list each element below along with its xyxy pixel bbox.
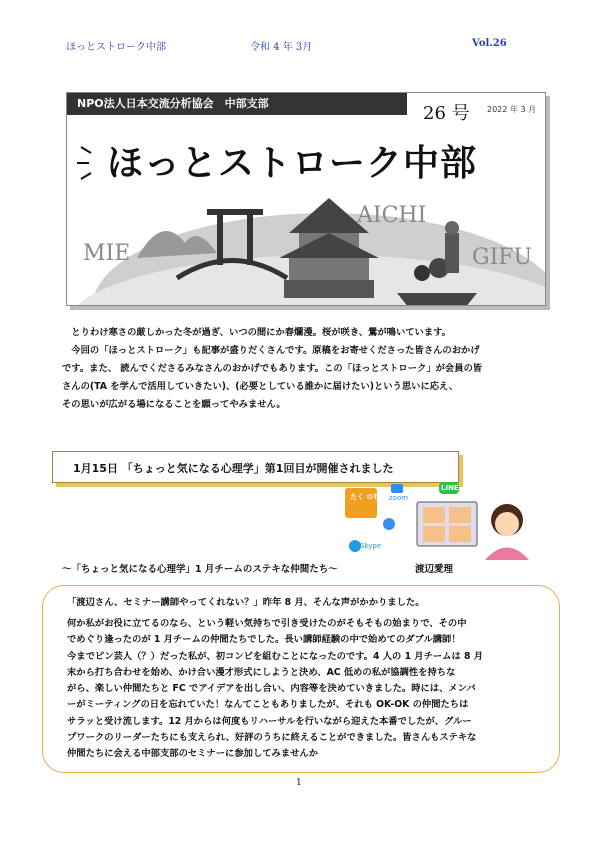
intro-line-2: 今回の「ほっとストローク」も記事が盛りだくさんです。原稿をお寄せくださった皆さんのおかげ: [62, 345, 480, 356]
skype-label: Skype: [360, 542, 382, 550]
organization-bar: NPO法人日本交流分析協会 中部支部: [67, 93, 407, 115]
body-line: でめぐり逢ったのが 1 月チームの仲間たちでした。長い講師経験の中で始めてのダブル講師！: [67, 634, 461, 646]
body-line: 仲間たちに会える中部支部のセミナーに参加してみませんか: [67, 748, 319, 760]
masthead-illustration: [67, 93, 545, 305]
body-line: がら、楽しい仲間たちと FC でアイデアを出し合い、内容等を決めていきました。時には、メンバ: [67, 683, 476, 695]
section-heading-box: [52, 451, 459, 483]
place-label-gifu: GIFU: [472, 245, 533, 270]
article-subtitle: ～「ちょっと気になる心理学」1 月チームのステキな仲間たち～: [62, 564, 338, 575]
body-line: プワークのリーダーたちにも支えられ、好評のうちに終えることができました。皆さんもステキな: [67, 732, 477, 744]
article-author: 渡辺愛理: [415, 564, 454, 575]
article-quote: 「渡辺さん、セミナー講師やってくれない？」昨年 8 月、そんな声がかかりました。: [67, 597, 425, 608]
article-body: [67, 616, 537, 763]
newsletter-name: ほっとストローク中部: [66, 42, 166, 53]
intro-line-3: です。また、 読んでくださるみなさんのおかげでもあります。この「ほっとストローク」が会員の皆: [62, 363, 483, 374]
section-title: 1月15日 「ちょっと気になる心理学」第1回目が開催されました: [73, 462, 394, 475]
issue-number: 26 号: [423, 103, 470, 124]
intro-line-1: とりわけ寒さの厳しかった冬が過ぎ、いつの間にか春爛漫。桜が咲き、鶯が鳴いています。: [62, 327, 451, 338]
place-label-aichi: AICHI: [357, 203, 427, 228]
place-label-mie: MIE: [83, 241, 131, 266]
body-line: 何か私がお役に立てるのなら、という軽い気持ちで引き受けたのがそもそもの始まりで、その中: [67, 618, 467, 629]
zoom-label: zoom: [389, 494, 409, 502]
masthead-title: ほっとストローク中部: [107, 143, 478, 184]
body-line: ーがミーティングの日を忘れていた！なんてこともありましたが、それも OK-OK の仲間たちは: [67, 699, 469, 711]
page-number: 1: [296, 778, 302, 788]
article-box: [42, 585, 560, 773]
line-label: LINE: [441, 484, 459, 492]
zoom-icon: [391, 484, 403, 493]
issue-date-header: 令和 4 年 3月: [250, 42, 313, 53]
body-line: 末から打ち合わせを始め、かけ合い漫才形式にしようと決め、AC 低めの私が協調性を持ちな: [67, 666, 456, 678]
messenger-icon: [383, 518, 395, 530]
body-line: サラッと受け流します。12 月からは何度もリハーサルを行いながら迎えた本番でしたが、グルー: [67, 715, 472, 727]
issue-date: 2022 年 3 月: [487, 105, 537, 114]
masthead-banner: [66, 92, 546, 306]
intro-line-5: その思いが広がる場になることを願ってやみません。: [62, 399, 286, 410]
intro-line-4: さんの(TA を学んで活用していきたい)、(必要としている誰かに届けたい)という思いに応え、: [62, 381, 459, 392]
volume-number: Vol.26: [472, 38, 507, 49]
badge-label: たく のむ: [350, 493, 381, 501]
body-line: 今までピン芸人（？）だった私が、初コンビを組むことになったのです。4 人の 1 月チームは 8 月: [67, 650, 484, 662]
